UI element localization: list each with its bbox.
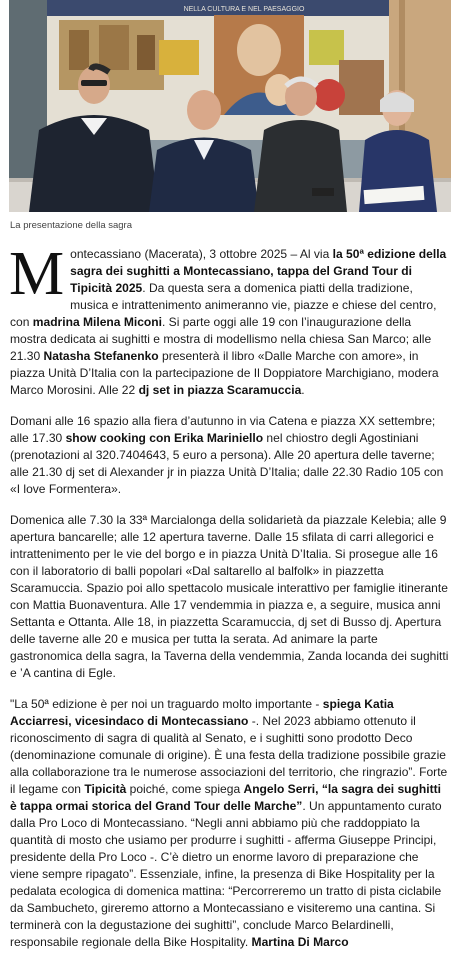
paragraph-3: Domenica alle 7.30 la 33ª Marcialonga della solidarietà da piazzale Kelebia; alle 9 apertura bancarelle; alle 12 apertura taverne. Dalle 15 sfilata di carri allegorici e intrattenimento per le vie del borgo e in piazza Unità D’Italia. Si prosegue alle 16 con il laboratorio di balli popolari «Dal saltarello al balfolk» in piazzetta Scaramuccia. Spazio poi allo spettacolo musicale interattivo per famiglie itinerante con Mattia Buonaventura. Alle 17 vendemmia in piazza e, a seguire, musica anni Settanta e Ottanta. Alle 18, in piazzetta Scaramuccia, dj set di Busso dj. Apertura delle taverne alle 20 e musica per tutta la serata. Ad animare la parte gastronomica della sagra, la Taverna della vendemmia, Zanda locanda dei sughitti e ’A cantina di Egle. xyxy=(10,513,449,680)
text-segment: poiché, come spiega xyxy=(126,782,244,796)
bold-segment: madrina Milena Miconi xyxy=(32,315,162,329)
text-segment: "La 50ª edizione è per noi un traguardo molto importante - xyxy=(10,697,323,711)
text-segment: -. Nel 2023 abbiamo ottenuto il riconoscimento di sagra di qualità al Senato, e i sughitti sono prodotto Deco (denominazione comunale di origine). È una festa della tradizione possibile grazie alla collaborazione tra le numerose associazioni del territorio, che ringrazio”. Forte il legame con xyxy=(10,714,448,796)
article-body xyxy=(9,240,450,965)
text-segment: . Da questa sera a domenica piatti della tradizione, musica e intrattenimento animeranno vie, piazze e chiese del centro, con xyxy=(10,281,437,329)
bold-segment: dj set in piazza Scaramuccia xyxy=(138,383,302,397)
photo-caption: La presentazione della sagra xyxy=(10,220,133,231)
article-photo xyxy=(9,0,451,212)
text-segment: presenterà il libro «Dalle Marche con amore», in piazza Unità D’Italia con la partecipazione de Il Doppiatore Marchigiano, modera Marco Morosini. Alle 22 xyxy=(10,349,439,397)
text-segment: . xyxy=(301,383,305,397)
text-segment: nel chiostro degli Agostiniani (prenotazioni al 320.7404643, 5 euro a persona). Alle 20 apertura delle taverne; alle 21.30 dj set di Alexander jr in piazza Unità D’Italia; dalle 22.30 Radio 105 con «I love Formentera». xyxy=(10,431,444,496)
author-name: Martina Di Marco xyxy=(251,935,349,949)
paragraph-4 xyxy=(10,696,450,951)
text-segment: . Si parte oggi alle 19 con l’inaugurazione della mostra dedicata ai sughitti e mostra di modellismo nella chiesa San Marco; alle 21.30 xyxy=(10,315,432,363)
text-segment: Domani alle 16 spazio alla fiera d’autunno in via Catena e piazza XX settembre; alle 17.30 xyxy=(10,414,436,445)
text-segment: . Un appuntamento curato dalla Pro Loco di Montecassiano. “Negli anni abbiamo più che raddoppiato la quantità di mosto che usiamo per produrre i sughitti - afferma Giuseppe Principi, presidente della Pro Loco -. C’è dietro un enorme lavoro di preparazione che viene sempre ripagato”. Essenziale, infine, la presenza di Bike Hospitality per la pedalata ecologica di domenica mattina: “Percorreremo un tratto di pista ciclabile da Sambucheto, gireremo attorno a Montecassiano e visiteremo una cantina. Si terminerà con la degustazione dei sughitti”, conclude Marco Belardinelli, responsabile regionale della Bike Hospitality. xyxy=(10,799,442,949)
bold-segment: Angelo Serri, “la sagra dei sughitti è tappa ormai storica del Grand Tour delle Marche” xyxy=(10,782,441,813)
paragraph-1 xyxy=(9,240,450,399)
bold-segment: la 50ª edizione della sagra dei sughitti a Montecassiano, tappa del Grand Tour di Tipicità 2025 xyxy=(70,247,447,295)
paragraph-2 xyxy=(10,413,450,498)
drop-cap: M xyxy=(9,240,65,308)
bold-segment: Natasha Stefanenko xyxy=(43,349,159,363)
bold-segment: Tipicità xyxy=(84,782,127,796)
bold-segment: show cooking con Erika Mariniello xyxy=(65,431,264,445)
bold-segment: spiega Katia Acciarresi, vicesindaco di Montecassiano xyxy=(10,697,394,728)
banner-text: NELLA CULTURA E NEL PAESAGGIO xyxy=(183,6,305,13)
text-segment: ontecassiano (Macerata), 3 ottobre 2025 – Al via xyxy=(70,247,333,261)
